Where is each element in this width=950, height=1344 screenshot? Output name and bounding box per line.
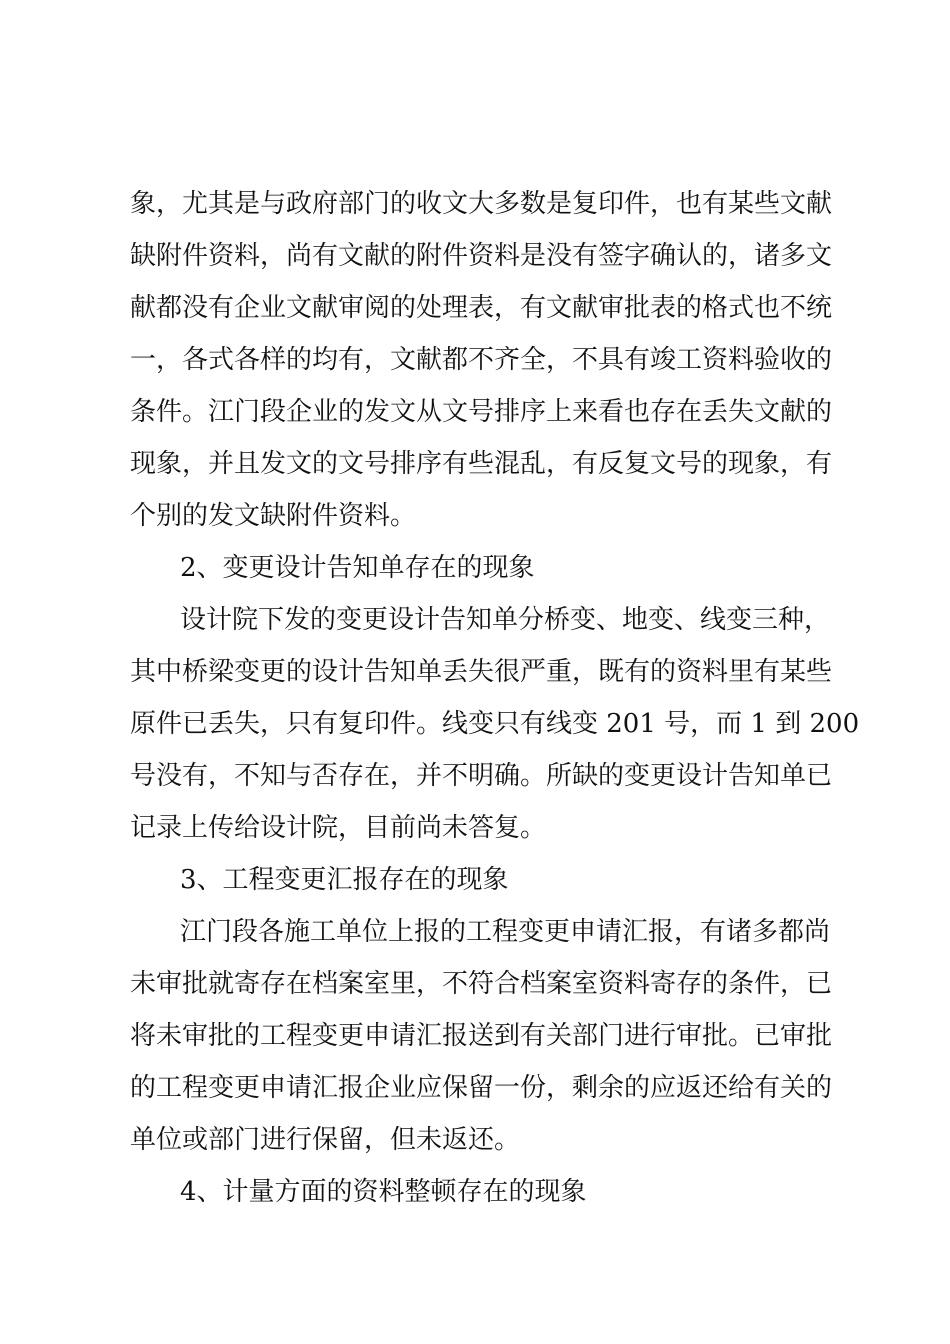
section-heading-3: 3、工程变更汇报存在的现象 [180,865,509,895]
paragraph-line: 记录上传给设计院，目前尚未答复。 [130,813,547,843]
paragraph-line: 条件。江门段企业的发文从文号排序上来看也存在丢失文献的 [130,397,833,427]
paragraph-line: 江门段各施工单位上报的工程变更申请汇报，有诸多都尚 [180,917,831,947]
paragraph-line: 号没有，不知与否存在，并不明确。所缺的变更设计告知单已 [130,761,833,791]
paragraph-line: 象，尤其是与政府部门的收文大多数是复印件，也有某些文献 [130,189,833,219]
paragraph-line: 设计院下发的变更设计告知单分桥变、地变、线变三种， [180,605,831,635]
paragraph-line: 献都没有企业文献审阅的处理表，有文献审批表的格式也不统 [130,293,833,323]
paragraph-line: 未审批就寄存在档案室里，不符合档案室资料寄存的条件，已 [130,969,833,999]
section-heading-4: 4、计量方面的资料整顿存在的现象 [180,1177,587,1207]
paragraph-line: 个别的发文缺附件资料。 [130,501,417,531]
paragraph-line: 单位或部门进行保留，但未返还。 [130,1125,521,1155]
paragraph-line: 现象，并且发文的文号排序有些混乱，有反复文号的现象，有 [130,449,833,479]
paragraph-line: 的工程变更申请汇报企业应保留一份，剩余的应返还给有关的 [130,1073,833,1103]
paragraph-line: 原件已丢失，只有复印件。线变只有线变 201 号，而 1 到 200 [130,709,860,739]
paragraph-line: 缺附件资料，尚有文献的附件资料是没有签字确认的，诸多文 [130,241,833,271]
paragraph-line: 其中桥梁变更的设计告知单丢失很严重，既有的资料里有某些 [130,657,833,687]
paragraph-line: 将未审批的工程变更申请汇报送到有关部门进行审批。已审批 [130,1021,833,1051]
section-heading-2: 2、变更设计告知单存在的现象 [180,553,535,583]
paragraph-line: 一，各式各样的均有，文献都不齐全，不具有竣工资料验收的 [130,345,833,375]
